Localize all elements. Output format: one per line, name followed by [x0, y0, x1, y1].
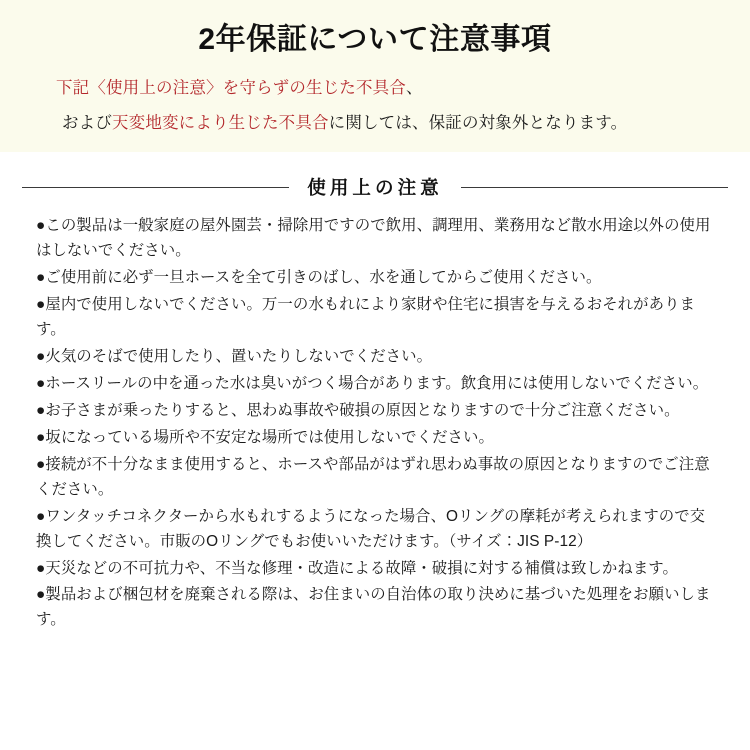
list-item: ●火気のそばで使用したり、置いたりしないでください。 — [36, 347, 433, 365]
banner-line-2-tail: に関しては、保証の対象外となります。 — [328, 113, 628, 132]
list-item: ●お子さまが乗ったりすると、思わぬ事故や破損の原因となりますので十分ご注意ください。 — [36, 401, 680, 419]
banner-line-1-tail: 、 — [405, 79, 423, 97]
divider-right — [461, 187, 728, 188]
list-item: ●天災などの不可抗力や、不当な修理・改造による故障・破損に対する補償は致しかねます。 — [36, 559, 679, 577]
list-item: ●この製品は一般家庭の屋外園芸・掃除用ですので飲用、調理用、業務用など散水用途以外の使用はしないでください。 — [36, 217, 711, 260]
list-item: ●製品および梱包材を廃棄される際は、お住まいの自治体の取り決めに基づいた処理をお願いします。 — [36, 586, 711, 629]
list-item: ●ワンタッチコネクターから水もれするようになった場合、Oリングの摩耗が考えられますので交換してください。市販のOリングでもお使いいただけます。（サイズ：JIS P-12） — [36, 507, 706, 550]
banner-line-1-highlight-a: 下記〈使用上の注意〉 — [56, 79, 223, 97]
banner-line-1 — [0, 76, 750, 102]
banner-line-2-lead: および — [62, 113, 112, 132]
notes-list — [22, 214, 728, 633]
banner-line-1-highlight-b: を守らずの生じた不具合 — [222, 79, 406, 97]
usage-notes-section — [0, 174, 750, 633]
banner-line-2-highlight: 天変地変により生じた不具合 — [112, 113, 329, 132]
list-item: ●ご使用前に必ず一旦ホースを全て引きのばし、水を通してからご使用ください。 — [36, 269, 602, 287]
list-item: ●屋内で使用しないでください。万一の水もれにより家財や住宅に損害を与えるおそれがあります。 — [36, 295, 696, 338]
section-title: 使用上の注意 — [307, 177, 443, 199]
list-item: ●ホースリールの中を通った水は臭いがつく場合があります。飲食用には使用しないでください。 — [36, 374, 709, 392]
page-title: 2年保証について注意事項 — [198, 23, 552, 56]
banner-line-2 — [0, 111, 750, 137]
warranty-banner — [0, 0, 750, 152]
divider-left — [22, 187, 289, 188]
list-item: ●坂になっている場所や不安定な場所では使用しないでください。 — [36, 428, 494, 446]
list-item: ●接続が不十分なまま使用すると、ホースや部品がはずれ思わぬ事故の原因となりますのでご注意ください。 — [36, 455, 710, 498]
section-heading-row — [22, 174, 728, 200]
